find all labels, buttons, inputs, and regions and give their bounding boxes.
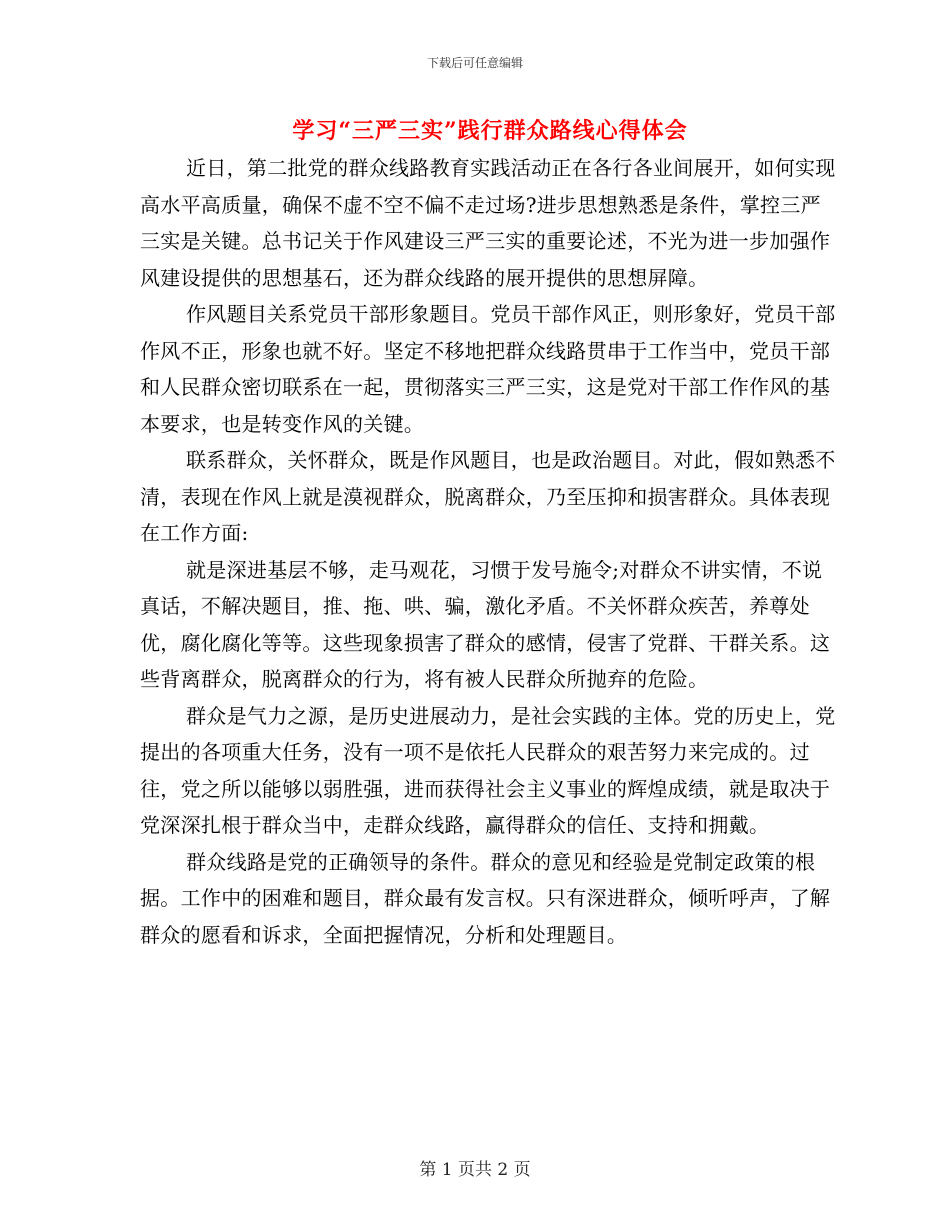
- paragraph-5: 群众是气力之源，是历史进展动力，是社会实践的主体。党的历史上，党提出的各项重大任务，没有一项不是依托人民群众的艰苦努力来完成的。过往，党之所以能够以弱胜强，进而获得社会主义事业的辉煌成绩，就是取决于党深深扎根于群众当中，走群众线路，赢得群众的信任、支持和拥戴。: [140, 703, 836, 837]
- document-body: [140, 150, 840, 953]
- paragraph-2: 作风题目关系党员干部形象题目。党员干部作风正，则形象好，党员干部作风不正，形象也就不好。坚定不移地把群众线路贯串于工作当中，党员干部和人民群众密切联系在一起，贯彻落实三严三实，这是党对干部工作作风的基本要求，也是转变作风的关键。: [140, 302, 836, 436]
- paragraph-1: 近日，第二批党的群众线路教育实践活动正在各行各业间展开，如何实现高水平高质量，确保不虚不空不偏不走过场?进步思想熟悉是条件，掌控三严三实是关键。总书记关于作风建设三严三实的重要论述，不光为进一步加强作风建设提供的思想基石，还为群众线路的展开提供的思想屏障。: [140, 156, 836, 290]
- document-title: 学习“三严三实”践行群众路线心得体会: [292, 118, 688, 144]
- download-note: 下载后可任意编辑: [426, 56, 523, 70]
- page-number: 第 1 页共 2 页: [419, 1160, 531, 1180]
- paragraph-6: 群众线路是党的正确领导的条件。群众的意见和经验是党制定政策的根据。工作中的困难和题目，群众最有发言权。只有深进群众，倾听呼声，了解群众的愿看和诉求，全面把握情况，分析和处理题目。: [140, 849, 831, 947]
- paragraph-3: 联系群众，关怀群众，既是作风题目，也是政治题目。对此，假如熟悉不清，表现在作风上就是漠视群众，脱离群众，乃至压抑和损害群众。具体表现在工作方面:: [140, 448, 836, 545]
- paragraph-4: 就是深进基层不够，走马观花，习惯于发号施令;对群众不讲实情，不说真话，不解决题目，推、拖、哄、骗，激化矛盾。不关怀群众疾苦，养尊处优，腐化腐化等等。这些现象损害了群众的感情，侵害了党群、干群关系。这些背离群众，脱离群众的行为，将有被人民群众所抛弃的危险。: [140, 557, 831, 691]
